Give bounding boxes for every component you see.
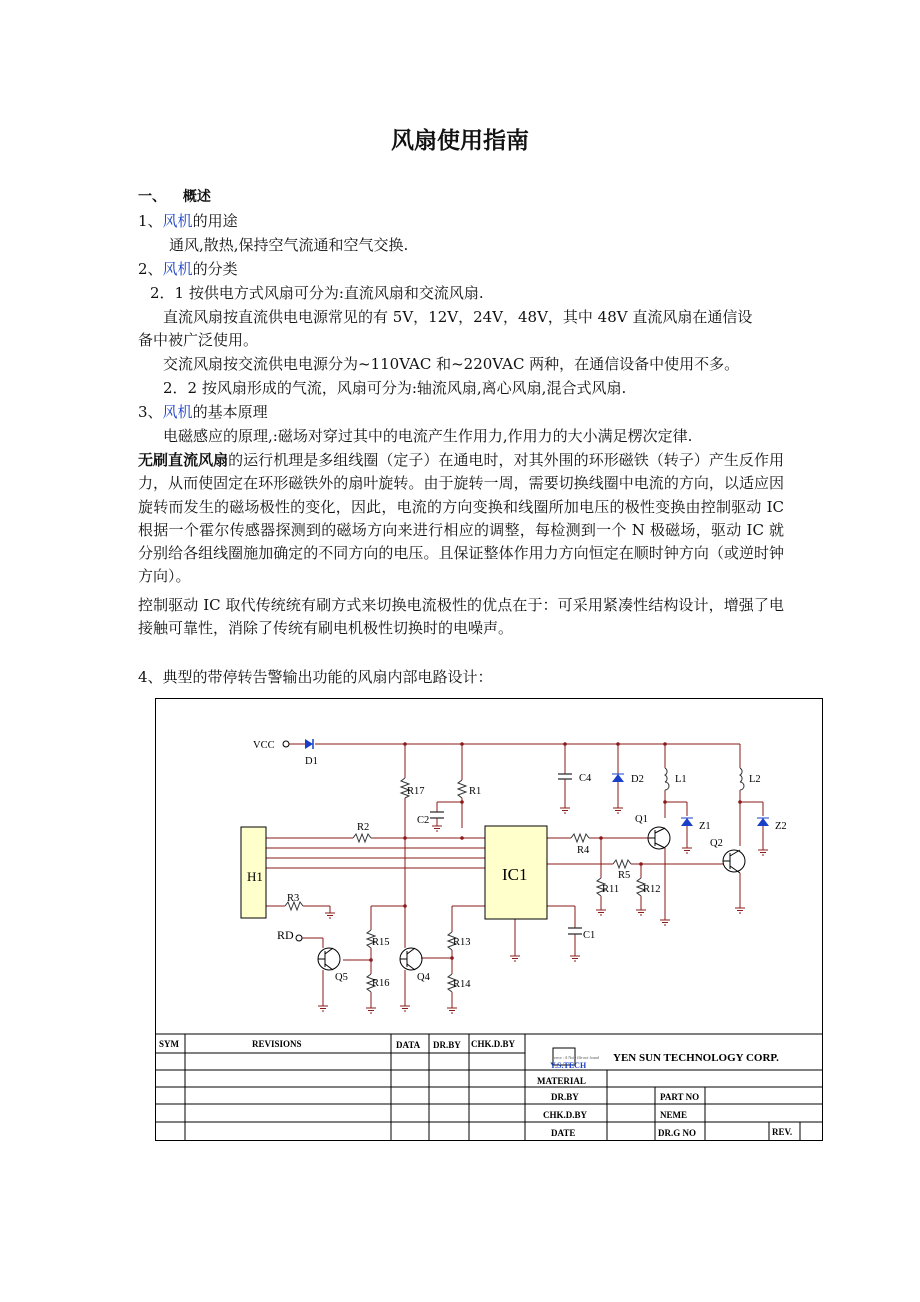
c2-label: C2 (417, 815, 430, 826)
item-number: 3、 (138, 403, 163, 421)
item1-heading (138, 210, 238, 232)
r4-label: R4 (577, 845, 590, 856)
item2-sub2: 2．2 按风扇形成的气流，风扇可分为:轴流风扇,离心风扇,混合式风扇. (163, 379, 627, 397)
z1-label: Z1 (699, 821, 711, 832)
vcc-label: VCC (253, 740, 275, 751)
item2-dc-line1: 直流风扇按直流供电电源常见的有 5V，12V，24V，48V，其中 48V 直流风扇在通信设 (163, 308, 753, 326)
r11-label: R11 (602, 884, 620, 895)
item2-dc-line2: 备中被广泛使用。 (138, 331, 259, 349)
drgno-label: DR.G NO (658, 1128, 696, 1138)
l1-label: L1 (675, 774, 687, 785)
q5-label: Q5 (335, 972, 348, 983)
h1-label: H1 (247, 869, 263, 884)
brushless-term: 无刷直流风扇 (138, 451, 229, 469)
section-heading (138, 186, 211, 208)
c4-label: C4 (579, 773, 592, 784)
date-label: DATE (551, 1128, 576, 1138)
material-label: MATERIAL (537, 1076, 586, 1086)
drby-header: DR.BY (433, 1040, 461, 1050)
rev-label: REV. (772, 1127, 793, 1137)
section-number: 一、 (138, 189, 166, 205)
brushless-paragraph (138, 449, 784, 589)
section-label: 概述 (182, 189, 211, 205)
r12-label: R12 (643, 884, 661, 895)
item4-heading: 4、典型的带停转告警输出功能的风扇内部电路设计： (138, 668, 493, 686)
q1-label: Q1 (635, 814, 648, 825)
item-number: 2、 (138, 260, 163, 278)
z2-label: Z2 (775, 821, 787, 832)
item2-ac: 交流风扇按交流供电电源分为~110VAC 和~220VAC 两种，在通信设备中使用不多。 (163, 355, 740, 373)
r13-label: R13 (453, 937, 471, 948)
fan-link[interactable]: 风机 (162, 260, 193, 278)
q2-label: Q2 (710, 838, 723, 849)
item2-heading (138, 258, 238, 280)
item-title: 的基本原理 (192, 403, 268, 421)
circuit-schematic (155, 698, 823, 1141)
r15-label: R15 (372, 937, 390, 948)
chkdby-label: CHK.D.BY (543, 1110, 588, 1120)
partno-label: PART NO (660, 1092, 700, 1102)
c1-label: C1 (583, 930, 596, 941)
ic1-label: IC1 (502, 865, 528, 884)
q4-label: Q4 (417, 972, 430, 983)
item2-sub1: 2．1 按供电方式风扇可分为:直流风扇和交流风扇. (150, 284, 484, 302)
r14-label: R14 (453, 979, 471, 990)
drby-label: DR.BY (551, 1092, 579, 1102)
r3-label: R3 (287, 893, 300, 904)
sym-header: SYM (159, 1039, 179, 1049)
r2-label: R2 (357, 822, 370, 833)
r5-label: R5 (618, 870, 631, 881)
fan-link[interactable]: 风机 (162, 212, 193, 230)
item-number: 1、 (138, 212, 163, 230)
item3-heading (138, 401, 268, 423)
l2-label: L2 (749, 774, 761, 785)
d2-label: D2 (631, 774, 644, 785)
logo-placeholder-text: error : A Note file not found (554, 1055, 599, 1060)
data-header: DATA (396, 1040, 421, 1050)
r16-label: R16 (372, 978, 390, 989)
d1-label: D1 (305, 756, 318, 767)
fan-link[interactable]: 风机 (162, 403, 193, 421)
item1-body: 通风,散热,保持空气流通和空气交换. (169, 236, 409, 254)
rd-label: RD (277, 928, 294, 942)
neme-label: NEME (660, 1110, 687, 1120)
company-logo-text: Y.S.TECH (550, 1061, 587, 1070)
revisions-header: REVISIONS (252, 1039, 302, 1049)
r1-label: R1 (469, 786, 482, 797)
brushless-text: 的运行机理是多组线圈（定子）在通电时，对其外围的环形磁铁（转子）产生反作用力，从而使固定在环形磁铁外的扇叶旋转。由于旋转一周，需要切换线圈中电流的方向，以适应因旋转而发生的磁场极性的变化，因此，电流的方向变换和线圈所加电压的极性变换由控制驱动 IC 根据一个霍尔传感器探测到的磁场方向来进行相应的调整，每检测到一个 N 极磁场，驱动 IC 就分别给各组线圈施加确定的不同方向的电压。且保证整体作用力方向恒定在顺时钟方向（或逆时钟方向）。 (138, 451, 784, 586)
item3-body: 电磁感应的原理,:磁场对穿过其中的电流产生作用力,作用力的大小满足楞次定律. (163, 427, 693, 445)
page-title: 风扇使用指南 (391, 128, 529, 154)
company-name: YEN SUN TECHNOLOGY CORP. (613, 1052, 779, 1064)
chkdby-header: CHK.D.BY (471, 1039, 516, 1049)
item-title: 的用途 (192, 212, 238, 230)
ic-advantage-paragraph: 控制驱动 IC 取代传统统有刷方式来切换电流极性的优点在于：可采用紧凑性结构设计，增强了电接触可靠性，消除了传统有刷电机极性切换时的电噪声。 (138, 596, 784, 638)
r17-label: R17 (407, 786, 425, 797)
item-title: 的分类 (192, 260, 238, 278)
